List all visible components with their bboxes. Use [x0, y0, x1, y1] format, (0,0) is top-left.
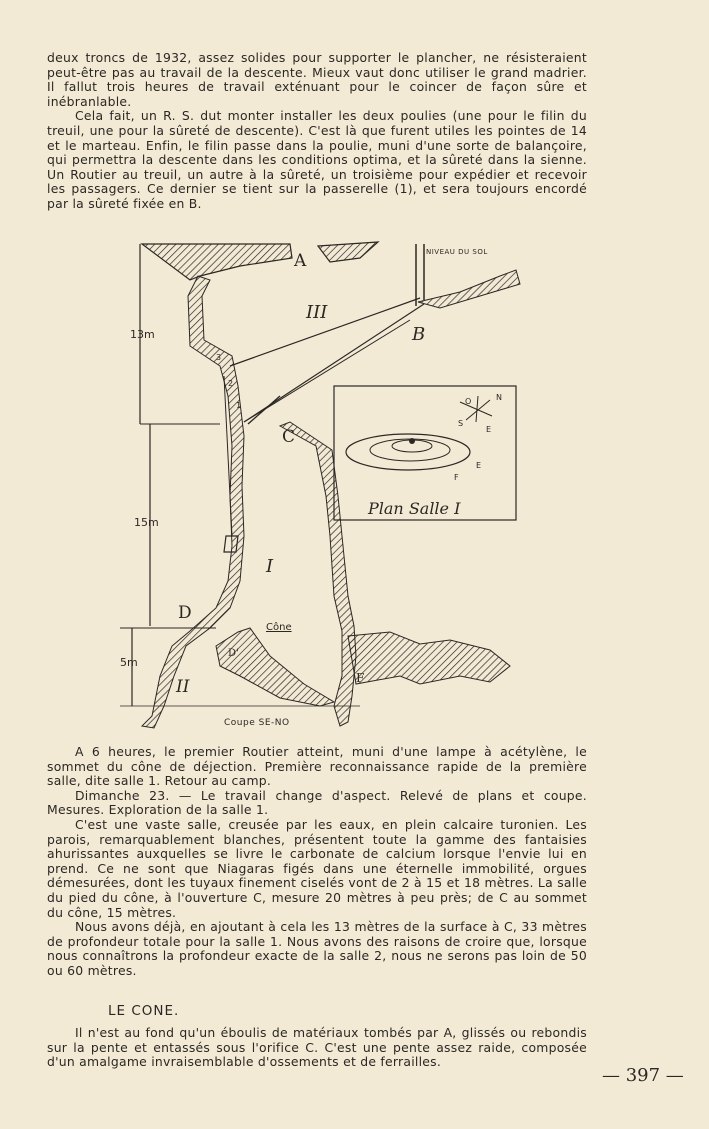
compass-o: O [465, 397, 472, 406]
point-2: 2 [228, 379, 234, 388]
passage-f [348, 632, 510, 684]
bottom-text-block [47, 1026, 587, 1070]
compass-n: N [496, 393, 502, 402]
room-1-label: I [266, 556, 274, 577]
cone-label: Cône [266, 622, 292, 633]
label-b: B [412, 324, 426, 345]
paragraph: Il n'est au fond qu'un éboulis de matériaux tombés par A, glissés ou rebondis sur la pente et entassés sous l'orifice C. C'est une pente assez raide, composée d'un amalgame invraisemblable d'ossements et de ferrailles. [47, 1025, 587, 1070]
ground-surface-right [418, 270, 520, 308]
middle-text-block [47, 745, 587, 979]
paragraph: Dimanche 23. — Le travail change d'aspect. Relevé de plans et coupe. Mesures. Exploration de la salle 1. [47, 787, 587, 818]
cave-section-svg [120, 236, 540, 736]
room-3-label: III [306, 302, 328, 323]
point-3: 3 [216, 353, 222, 362]
paragraph: Nous avons déjà, en ajoutant à cela les 13 mètres de la surface à C, 33 mètres de profondeur totale pour la salle 1. Nous avons des raisons de croire que, lorsque nous connaîtrons la profondeur exacte de la salle 2, nous ne serons pas loin de 50 ou 60 mètres. [47, 919, 587, 978]
paragraph: A 6 heures, le premier Routier atteint, muni d'une lampe à acétylène, le sommet du cône de déjection. Première reconnaissance rapide de la première salle, dite salle 1. Retour au camp. [47, 744, 587, 789]
paragraph: C'est une vaste salle, creusée par les eaux, en plein calcaire turonien. Les parois, remarquablement blanches, présentent toute la gamme des fantaisies ahurissantes auxquelles se livre le carbonate de calcium lorsque l'envie lui en prend. Ce ne sont que Niagaras figés dans une éternelle immobilité, orgues démesurées, dont les tuyaux finement ciselés vont de 2 à 15 et 18 mètres. La salle du pied du cône, à l'ouverture C, mesure 20 mètres à peu près; de C au sommet du cône, 15 mètres. [47, 816, 587, 920]
page-number: — 397 — [602, 1065, 684, 1086]
top-text-block [47, 51, 587, 212]
plan-label-e: E [476, 461, 482, 470]
depth-15-label: 15m [134, 516, 159, 529]
plan-title: Plan Salle I [368, 499, 461, 518]
label-d-prime: D' [228, 648, 239, 659]
plan-label-f: F [454, 473, 459, 482]
room-2-label: II [176, 677, 190, 697]
label-f: F [356, 671, 365, 685]
compass-e: E [486, 425, 492, 434]
rope-line [244, 320, 410, 422]
section-heading: LE CONE. [108, 1003, 180, 1019]
point-1: 1 [236, 401, 242, 410]
paragraph: Cela fait, un R. S. dut monter installer les deux poulies (une pour le filin du treuil, une pour la sûreté de descente). C'est là que furent utiles les pointes de 14 et le marteau. Enfin, le filin passe dans la poulie, muni d'une sorte de balançoire, qui permettra la descente dans les conditions optima, et la sûreté dans la sienne. Un Routier au treuil, un autre à la sûreté, un troisième pour expédier et recevoir les passagers. Ce dernier se tient sur la passerelle (1), et sera toujours encordé par la sûreté fixée en B. [47, 108, 587, 211]
ground-surface-rock [318, 242, 378, 262]
niveau-sol-label: NIVEAU DU SOL [426, 248, 488, 256]
cave-section-figure [120, 236, 540, 736]
coupe-label: Coupe SE-NO [224, 718, 290, 728]
compass-s: S [458, 419, 464, 428]
depth-13-label: 13m [130, 328, 155, 341]
label-d: D [178, 603, 192, 623]
ground-surface-left [142, 244, 292, 280]
depth-5-label: 5m [120, 656, 138, 669]
label-a: A [294, 251, 307, 271]
cone-debris [216, 628, 334, 706]
label-c: C [282, 427, 296, 447]
paragraph: deux troncs de 1932, assez solides pour supporter le plancher, ne résisteraient peut-être pas au travail de la descente. Mieux vaut donc utiliser le grand madrier. Il fallut trois heures de travail exténuant pour le coincer de façon sûre et inébranlable. [47, 50, 587, 109]
